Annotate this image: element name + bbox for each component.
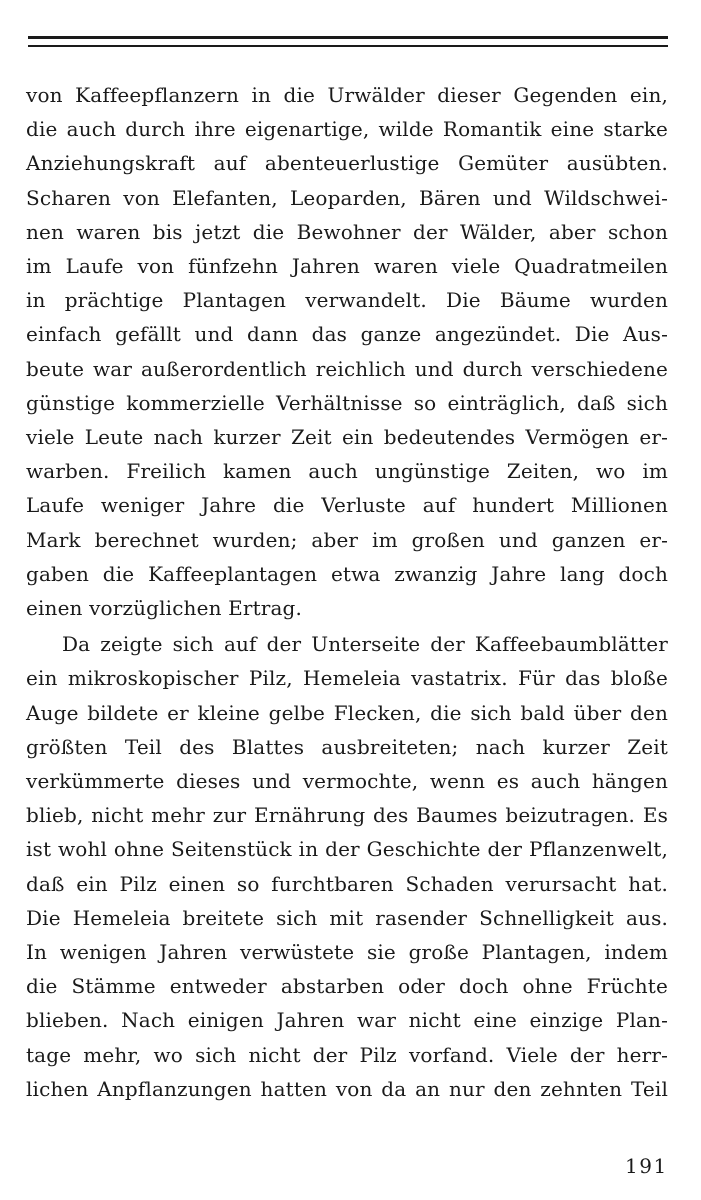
text-line: warben. Freilich kamen auch ungünstige Zeiten, wo im [26, 459, 668, 484]
text-line: in prächtige Plantagen verwandelt. Die Bäume wurden [26, 288, 668, 313]
page-number: 191 [625, 1154, 668, 1178]
header-rule-thin [28, 45, 668, 47]
text-line: Auge bildete er kleine gelbe Flecken, die sich bald über den [26, 700, 668, 725]
text-line: ein mikroskopischer Pilz, Hemeleia vastatrix. Für das bloße [26, 666, 668, 691]
text-line: einen vorzüglichen Ertrag. [26, 596, 302, 621]
body-text [26, 78, 668, 1106]
paragraph-2 [26, 627, 668, 1106]
text-line: In wenigen Jahren verwüstete sie große Plantagen, indem [26, 940, 668, 965]
text-line: blieben. Nach einigen Jahren war nicht eine einzige Plan- [26, 1008, 668, 1033]
text-line: Die Hemeleia breitete sich mit rasender Schnelligkeit aus. [26, 905, 668, 930]
text-line: tage mehr, wo sich nicht der Pilz vorfand. Viele der herr- [26, 1042, 668, 1067]
text-line: daß ein Pilz einen so furchtbaren Schaden verursacht hat. [26, 871, 668, 896]
text-line: Laufe weniger Jahre die Verluste auf hundert Millionen [26, 493, 668, 518]
text-line: von Kaffeepflanzern in die Urwälder dieser Gegenden ein, [26, 83, 668, 107]
text-line: im Laufe von fünfzehn Jahren waren viele Quadratmeilen [26, 254, 668, 279]
text-line: größten Teil des Blattes ausbreiteten; nach kurzer Zeit [26, 734, 668, 759]
text-line: Mark berechnet wurden; aber im großen und ganzen er- [26, 527, 668, 552]
text-line: verkümmerte dieses und vermochte, wenn es auch hängen [26, 769, 668, 794]
text-line: blieb, nicht mehr zur Ernährung des Baumes beizutragen. Es [26, 803, 668, 828]
text-line: günstige kommerzielle Verhältnisse so einträglich, daß sich [26, 390, 668, 415]
text-line: nen waren bis jetzt die Bewohner der Wälder, aber schon [26, 219, 668, 244]
header-rule-thick [28, 36, 668, 39]
text-line: die auch durch ihre eigenartige, wilde Romantik eine starke [26, 117, 668, 142]
text-line: lichen Anpflanzungen hatten von da an nur den zehnten Teil [26, 1076, 668, 1101]
text-line: einfach gefällt und dann das ganze angezündet. Die Aus- [26, 322, 668, 347]
paragraph-1 [26, 78, 668, 625]
text-line: gaben die Kaffeeplantagen etwa zwanzig Jahre lang doch [26, 561, 668, 586]
text-line: viele Leute nach kurzer Zeit ein bedeutendes Vermögen er- [26, 425, 668, 450]
text-line: ist wohl ohne Seitenstück in der Geschichte der Pflanzenwelt, [26, 837, 668, 862]
text-line: Scharen von Elefanten, Leoparden, Bären und Wildschwei- [26, 185, 668, 210]
text-line: die Stämme entweder abstarben oder doch ohne Früchte [26, 974, 668, 999]
text-line: beute war außerordentlich reichlich und durch verschiedene [26, 356, 668, 381]
text-line: Anziehungskraft auf abenteuerlustige Gemüter ausübten. [26, 151, 668, 176]
text-line: Da zeigte sich auf der Unterseite der Kaffeebaumblätter [62, 632, 668, 657]
